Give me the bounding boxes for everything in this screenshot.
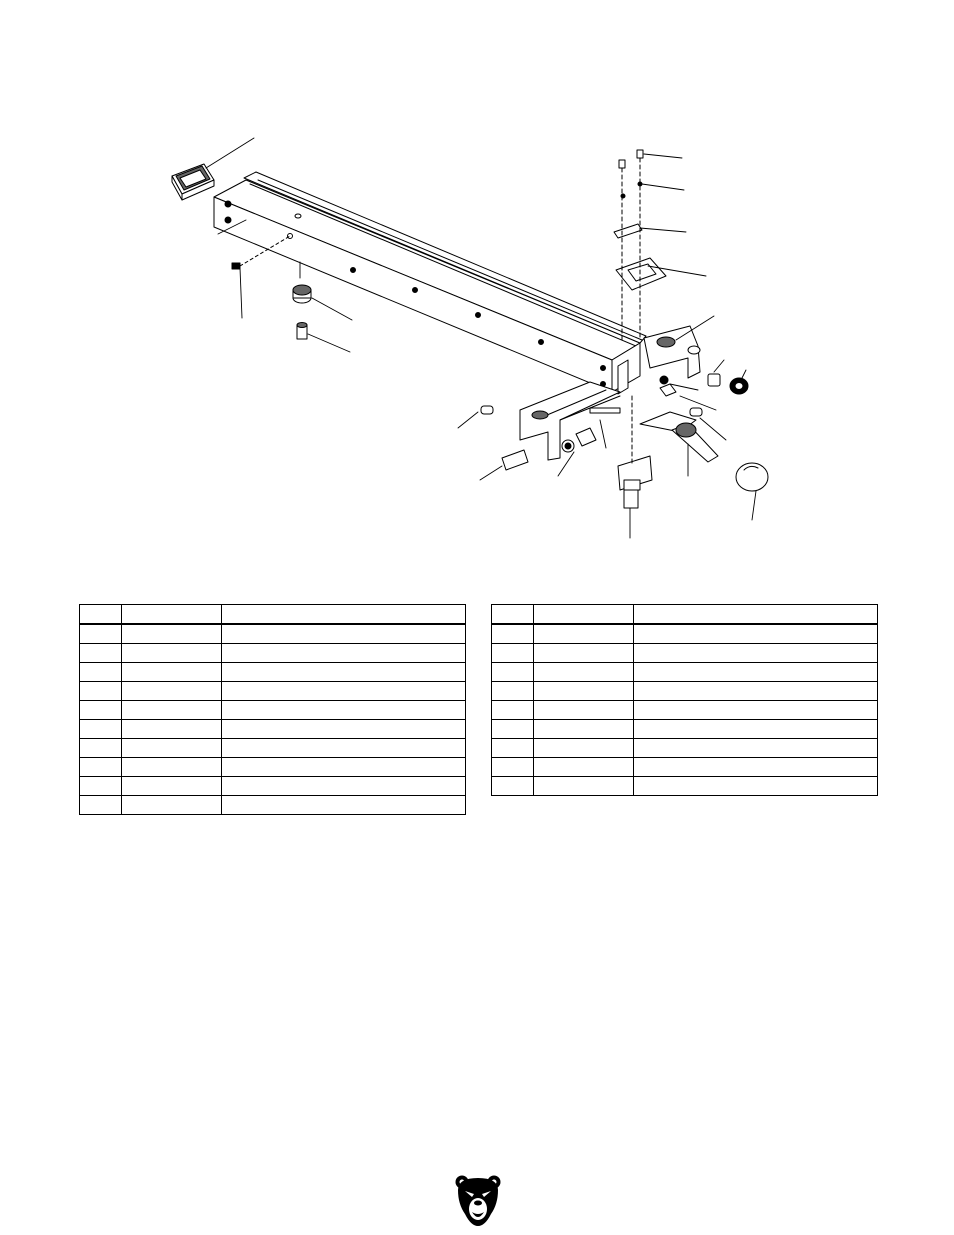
part-cell xyxy=(122,644,222,663)
description-cell xyxy=(634,720,878,739)
table-header-row xyxy=(492,605,878,625)
part-cell xyxy=(534,701,634,720)
table-row xyxy=(492,663,878,682)
table-row xyxy=(492,701,878,720)
bear-head-logo-icon xyxy=(455,1174,501,1228)
description-cell xyxy=(222,777,466,796)
ref-cell xyxy=(80,720,122,739)
front-clamp-bracket-part xyxy=(520,382,620,460)
ref-cell xyxy=(492,777,534,796)
fence-body-part xyxy=(214,172,646,394)
description-cell xyxy=(222,663,466,682)
ref-cell xyxy=(80,758,122,777)
ref-cell xyxy=(492,682,534,701)
description-cell xyxy=(634,701,878,720)
top-screw-part xyxy=(614,150,666,340)
part-cell xyxy=(534,663,634,682)
table-row xyxy=(80,739,466,758)
parts-table-right xyxy=(491,604,878,796)
part-cell xyxy=(122,720,222,739)
rear-clamp-bracket-part xyxy=(644,326,748,396)
description-column-header xyxy=(634,605,878,625)
part-cell xyxy=(122,682,222,701)
ref-cell xyxy=(492,739,534,758)
description-cell xyxy=(222,720,466,739)
part-cell xyxy=(122,739,222,758)
description-cell xyxy=(634,739,878,758)
table-row xyxy=(80,644,466,663)
table-row xyxy=(492,720,878,739)
table-row xyxy=(80,624,466,644)
table-row xyxy=(492,739,878,758)
ref-column-header xyxy=(80,605,122,625)
fence-assembly-diagram xyxy=(0,0,954,560)
table-row xyxy=(492,682,878,701)
part-column-header xyxy=(122,605,222,625)
ref-cell xyxy=(80,739,122,758)
left-pad-part xyxy=(502,450,528,470)
table-row xyxy=(80,758,466,777)
ref-cell xyxy=(492,663,534,682)
ref-cell xyxy=(80,777,122,796)
table-row xyxy=(80,796,466,815)
description-cell xyxy=(634,758,878,777)
ref-column-header xyxy=(492,605,534,625)
description-cell xyxy=(222,682,466,701)
description-cell xyxy=(222,758,466,777)
bottom-clip-part xyxy=(618,396,652,508)
part-cell xyxy=(534,777,634,796)
table-row xyxy=(80,720,466,739)
description-cell xyxy=(634,644,878,663)
table-row xyxy=(80,777,466,796)
part-cell xyxy=(534,720,634,739)
left-pin-part xyxy=(481,406,493,414)
ref-cell xyxy=(492,624,534,644)
ref-cell xyxy=(80,644,122,663)
ref-cell xyxy=(80,796,122,815)
table-row xyxy=(80,682,466,701)
description-cell xyxy=(222,624,466,644)
part-cell xyxy=(122,758,222,777)
description-cell xyxy=(634,682,878,701)
ref-cell xyxy=(80,682,122,701)
description-cell xyxy=(634,624,878,644)
part-cell xyxy=(534,644,634,663)
ref-cell xyxy=(492,644,534,663)
description-cell xyxy=(222,701,466,720)
ref-cell xyxy=(80,663,122,682)
table-header-row xyxy=(80,605,466,625)
table-row xyxy=(80,701,466,720)
part-cell xyxy=(122,777,222,796)
part-cell xyxy=(122,796,222,815)
ref-cell xyxy=(492,758,534,777)
ref-cell xyxy=(80,624,122,644)
part-cell xyxy=(534,739,634,758)
table-row xyxy=(80,663,466,682)
table-row xyxy=(492,624,878,644)
table-row xyxy=(492,644,878,663)
part-cell xyxy=(534,682,634,701)
description-cell xyxy=(222,796,466,815)
ref-cell xyxy=(492,701,534,720)
description-column-header xyxy=(222,605,466,625)
knob-nut-part xyxy=(293,285,311,303)
parts-table-left xyxy=(79,604,466,815)
cam-lever-part xyxy=(640,408,718,462)
part-cell xyxy=(534,758,634,777)
table-row xyxy=(492,758,878,777)
end-cap-part xyxy=(172,164,214,200)
ref-cell xyxy=(492,720,534,739)
description-cell xyxy=(222,739,466,758)
part-cell xyxy=(122,624,222,644)
table-row xyxy=(492,777,878,796)
description-cell xyxy=(634,663,878,682)
description-cell xyxy=(222,644,466,663)
spacer-part xyxy=(297,323,307,340)
part-cell xyxy=(122,663,222,682)
part-column-header xyxy=(534,605,634,625)
ref-cell xyxy=(80,701,122,720)
ball-knob-part xyxy=(736,463,768,491)
part-cell xyxy=(122,701,222,720)
part-cell xyxy=(534,624,634,644)
description-cell xyxy=(634,777,878,796)
